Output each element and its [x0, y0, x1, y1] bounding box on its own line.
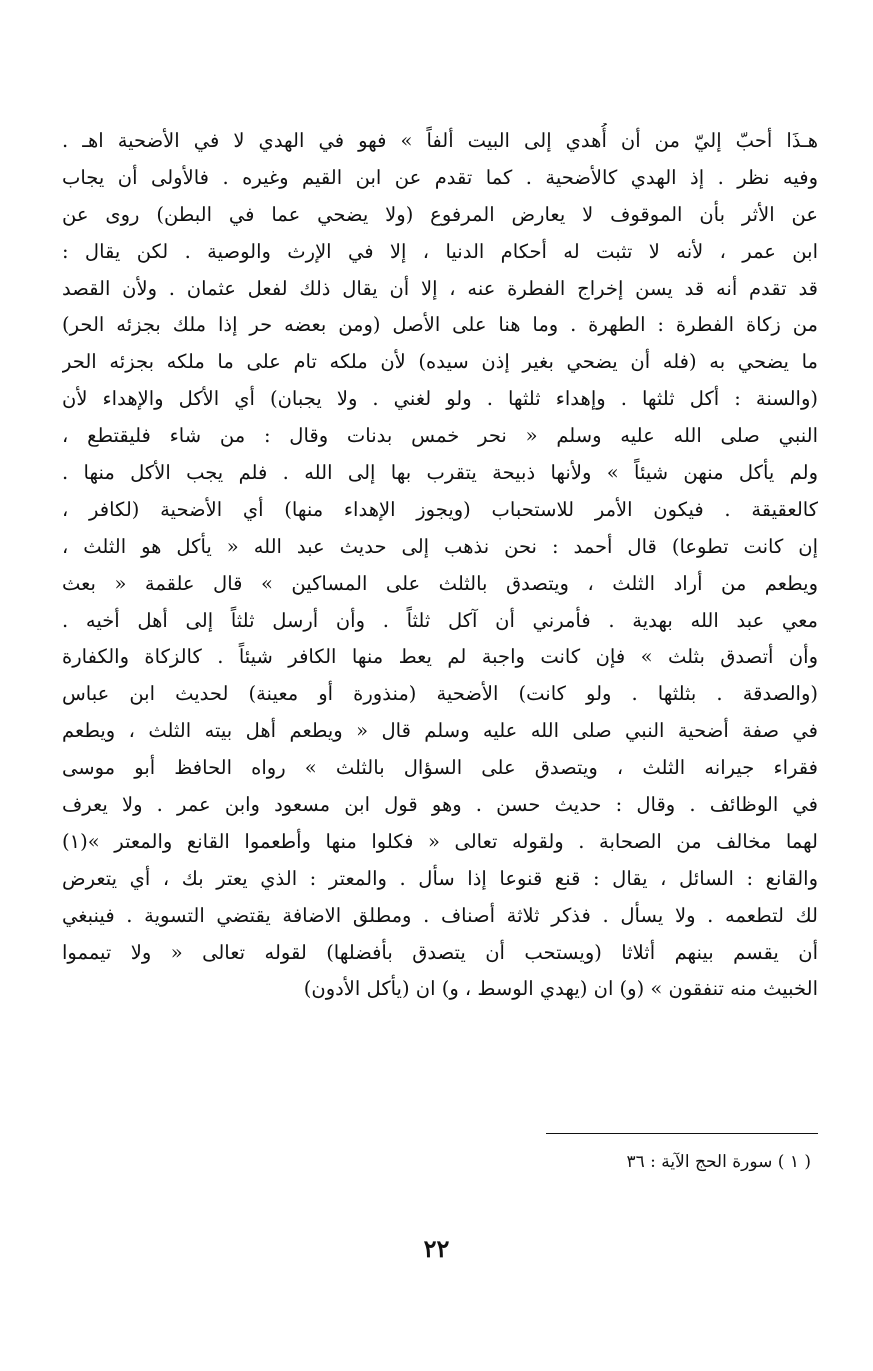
text-line: كالعقيقة . فيكون الأمر للاستحباب (ويجوز الإهداء منها) أي الأضحية (لكافر ،: [62, 497, 818, 521]
text-line: فقراء جيرانه الثلث ، ويتصدق على السؤال بالثلث » رواه الحافظ أبو موسى: [62, 756, 818, 780]
text-line: وفيه نظر . إذ الهدي كالأضحية . كما تقدم عن ابن القيم وغيره . فالأولى أن يجاب: [62, 165, 818, 189]
text-line: ولم يأكل منهن شيئاً » ولأنها ذبيحة يتقرب بها إلى الله . فلم يجب الأكل منها .: [62, 461, 818, 485]
text-line: في صفة أضحية النبي صلى الله عليه وسلم قال « ويطعم أهل بيته الثلث ، ويطعم: [62, 719, 818, 743]
text-line: في الوظائف . وقال : حديث حسن . وهو قول ابن مسعود وابن عمر . ولا يعرف: [62, 793, 818, 817]
text-line: هـذَا أحبّ إليّ من أن أُهدي إلى البيت ألفاً » فهو في الهدي لا في الأضحية اهـ .: [62, 129, 818, 152]
text-line: (والسنة : أكل ثلثها . وإهداء ثلثها . ولو لغني . ولا يجبان) أي الأكل والإهداء لأن: [62, 387, 818, 411]
text-line: وأن أتصدق بثلث » فإن كانت واجبة لم يعط منها الكافر شيئاً . كالزكاة والكفارة: [62, 645, 818, 669]
text-line: معي عبد الله بهدية . فأمرني أن آكل ثلثاً . وأن أرسل ثلثاً إلى أهل أخيه .: [62, 608, 818, 632]
text-line: ويطعم من أراد الثلث ، ويتصدق بالثلث على المساكين » قال علقمة « بعث: [62, 571, 818, 595]
text-line: (والصدقة . بثلثها . ولو كانت) الأضحية (منذورة أو معينة) لحديث ابن عباس: [62, 682, 818, 706]
body-text: [62, 123, 818, 1008]
text-line: عن الأثر بأن الموقوف لا يعارض المرفوع (ولا يضحي عما في البطن) روى عن: [62, 202, 818, 226]
text-line: قد تقدم أنه قد يسن إخراج الفطرة عنه ، إلا أن يقال ذلك لفعل عثمان . ولأن القصد: [62, 276, 818, 300]
page-number: ٢٢: [423, 1234, 450, 1263]
text-line: من زكاة الفطرة : الطهرة . وما هنا على الأصل (ومن بعضه حر إذا ملك بجزئه الحر): [62, 313, 818, 337]
footnote: ( ١ ) سورة الحج الآية : ٣٦: [626, 1152, 811, 1172]
text-line: والقانع : السائل ، يقال : قنع قنوعا إذا سأل . والمعتر : الذي يعتر بك ، أي يتعرض: [62, 866, 818, 890]
text-line: إن كانت تطوعا) قال أحمد : نحن نذهب إلى حديث عبد الله « يأكل هو الثلث ،: [62, 534, 818, 558]
text-line: ابن عمر ، لأنه لا تثبت له أحكام الدنيا ، إلا في الإرث والوصية . لكن يقال :: [62, 239, 818, 263]
text-line: ما يضحي به (فله أن يضحي بغير إذن سيده) لأن ملكه تام على ما ملكه بجزئه الحر: [62, 350, 818, 374]
text-line: لك لتطعمه . ولا يسأل . فذكر ثلاثة أصناف . ومطلق الاضافة يقتضي التسوية . فينبغي: [62, 903, 818, 927]
footnote-divider: [546, 1133, 818, 1134]
text-line: النبي صلى الله عليه وسلم « نحر خمس بدنات وقال : من شاء فليقتطع ،: [62, 424, 818, 448]
text-line: الخبيث منه تنفقون » (و) ان (يهدي الوسط ، و) ان (يأكل الأدون): [303, 977, 818, 1001]
text-line: لهما مخالف من الصحابة . ولقوله تعالى « فكلوا منها وأطعموا القانع والمعتر »(١): [62, 829, 818, 853]
text-line: أن يقسم بينهم أثلاثا (ويستحب أن يتصدق بأفضلها) لقوله تعالى « ولا تيمموا: [62, 940, 818, 964]
